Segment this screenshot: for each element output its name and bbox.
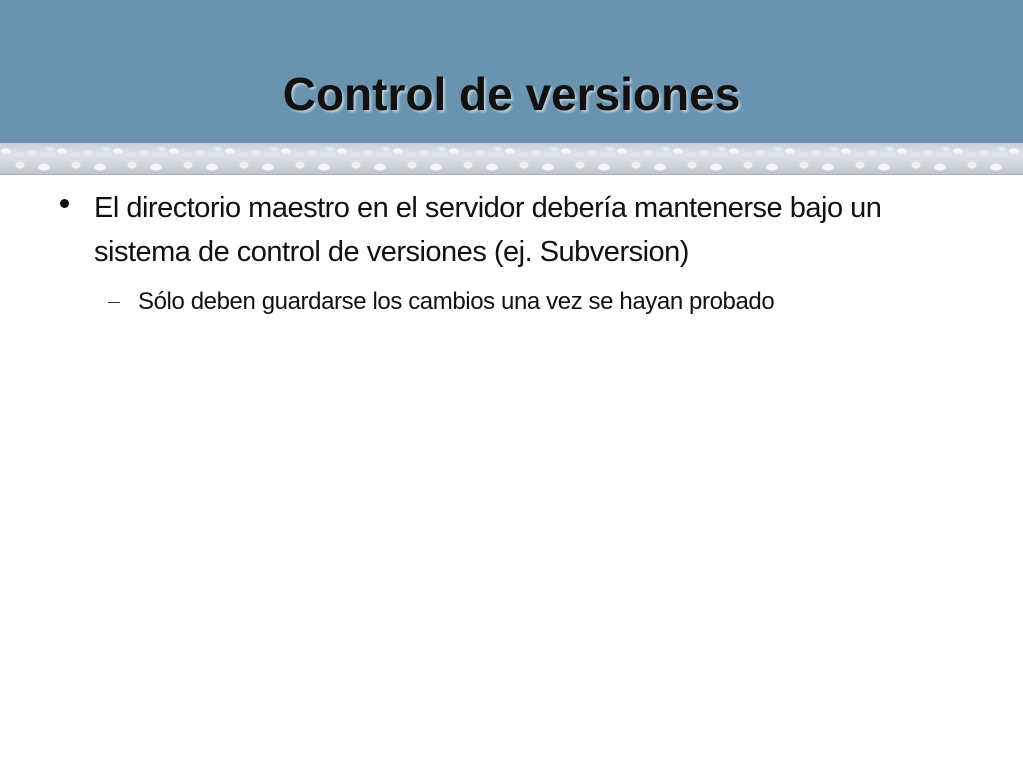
decorative-stone-band xyxy=(0,143,1023,175)
slide-title: Control de versiones xyxy=(282,68,741,120)
slide-header xyxy=(0,0,1023,143)
bullet-dot-icon xyxy=(60,198,72,210)
bullet-text: El directorio maestro en el servidor debería mantenerse bajo un sistema de control de versiones (ej. Subversion) xyxy=(94,192,882,268)
dash-icon xyxy=(108,302,120,303)
sub-bullet-text: Sólo deben guardarse los cambios una vez se hayan probado xyxy=(138,288,775,315)
